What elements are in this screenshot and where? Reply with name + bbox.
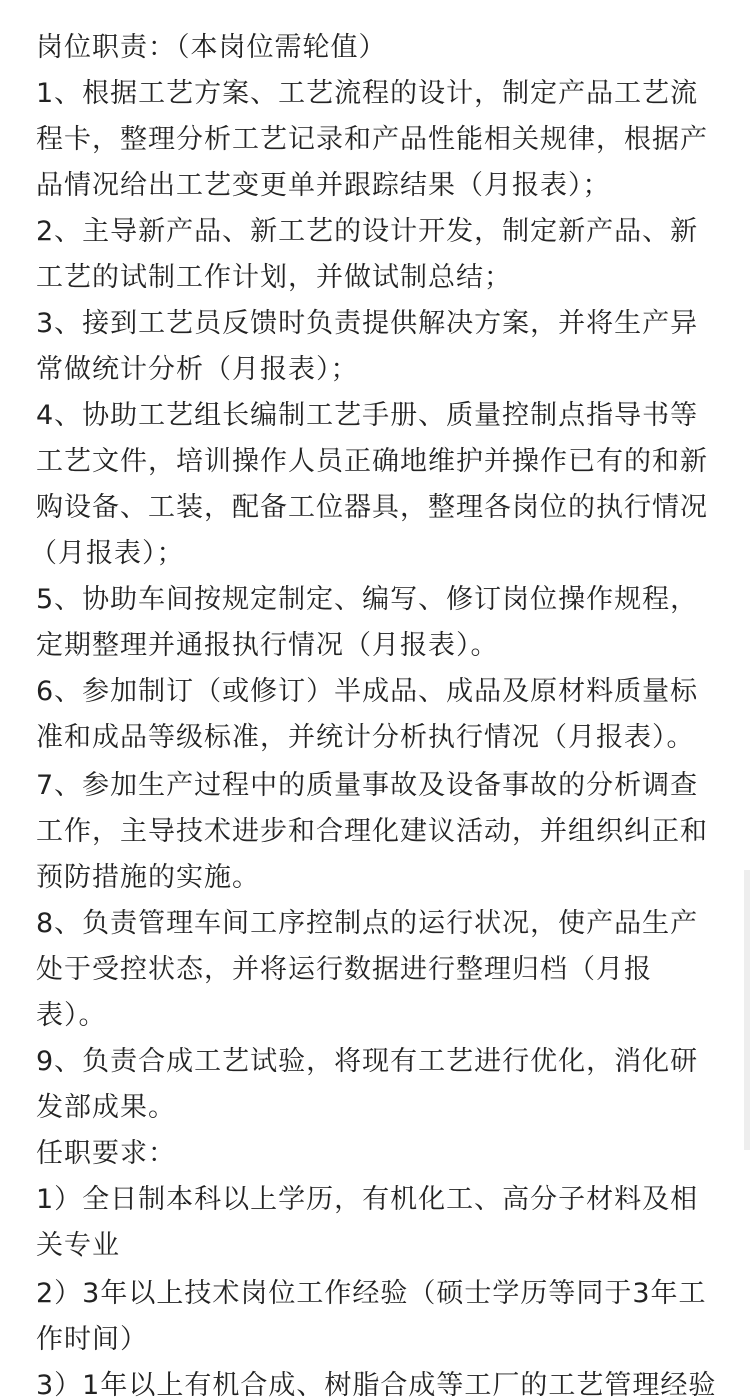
text-line: 2、主导新产品、新工艺的设计开发，制定新产品、新: [36, 216, 699, 247]
text-line: 工艺文件，培训操作人员正确地维护并操作已有的和新: [36, 446, 708, 477]
text-line: 3、接到工艺员反馈时负责提供解决方案，并将生产异: [36, 308, 699, 339]
text-line: 7、参加生产过程中的质量事故及设备事故的分析调查: [36, 770, 699, 801]
text-line: 4、协助工艺组长编制工艺手册、质量控制点指导书等: [36, 400, 699, 431]
text-line: 1）全日制本科以上学历，有机化工、高分子材料及相: [36, 1184, 699, 1215]
text-line: 5、协助车间按规定制定、编写、修订岗位操作规程，: [36, 584, 699, 615]
text-line: 2）3年以上技术岗位工作经验（硕士学历等同于3年工: [36, 1278, 707, 1309]
text-line: 准和成品等级标准，并统计分析执行情况（月报表）。: [36, 722, 695, 753]
text-line: 发部成果。: [36, 1092, 176, 1123]
text-line: 处于受控状态，并将运行数据进行整理归档（月报: [36, 954, 652, 985]
text-line: 工艺的试制工作计划，并做试制总结；: [36, 262, 512, 293]
text-line: 8、负责管理车间工序控制点的运行状况，使产品生产: [36, 908, 699, 939]
text-line: 1、根据工艺方案、工艺流程的设计，制定产品工艺流: [36, 78, 699, 109]
text-line: 购设备、工装，配备工位器具，整理各岗位的执行情况: [36, 492, 708, 523]
text-line: 表）。: [36, 1000, 107, 1031]
text-line: 作时间）: [36, 1324, 148, 1355]
text-line: 品情况给出工艺变更单并跟踪结果（月报表）；: [36, 170, 611, 201]
text-line: 定期整理并通报执行情况（月报表）。: [36, 630, 499, 661]
section-heading-requirements: 任职要求：: [36, 1138, 176, 1169]
text-line: 常做统计分析（月报表）；: [36, 354, 359, 385]
section-heading-responsibilities: 岗位职责：（本岗位需轮值）: [36, 32, 387, 63]
text-line: 6、参加制订（或修订）半成品、成品及原材料质量标: [36, 676, 699, 707]
text-line: 预防措施的实施。: [36, 862, 260, 893]
text-line: 关专业: [36, 1230, 120, 1261]
text-line: 程卡，整理分析工艺记录和产品性能相关规律，根据产: [36, 124, 708, 155]
text-line: 9、负责合成工艺试验，将现有工艺进行优化，消化研: [36, 1046, 699, 1077]
scroll-edge-strip: [744, 870, 750, 1150]
text-line: （月报表）；: [30, 538, 185, 569]
text-line: 3）1年以上有机合成、树脂合成等工厂的工艺管理经验: [36, 1370, 717, 1398]
text-line: 工作，主导技术进步和合理化建议活动，并组织纠正和: [36, 816, 708, 847]
